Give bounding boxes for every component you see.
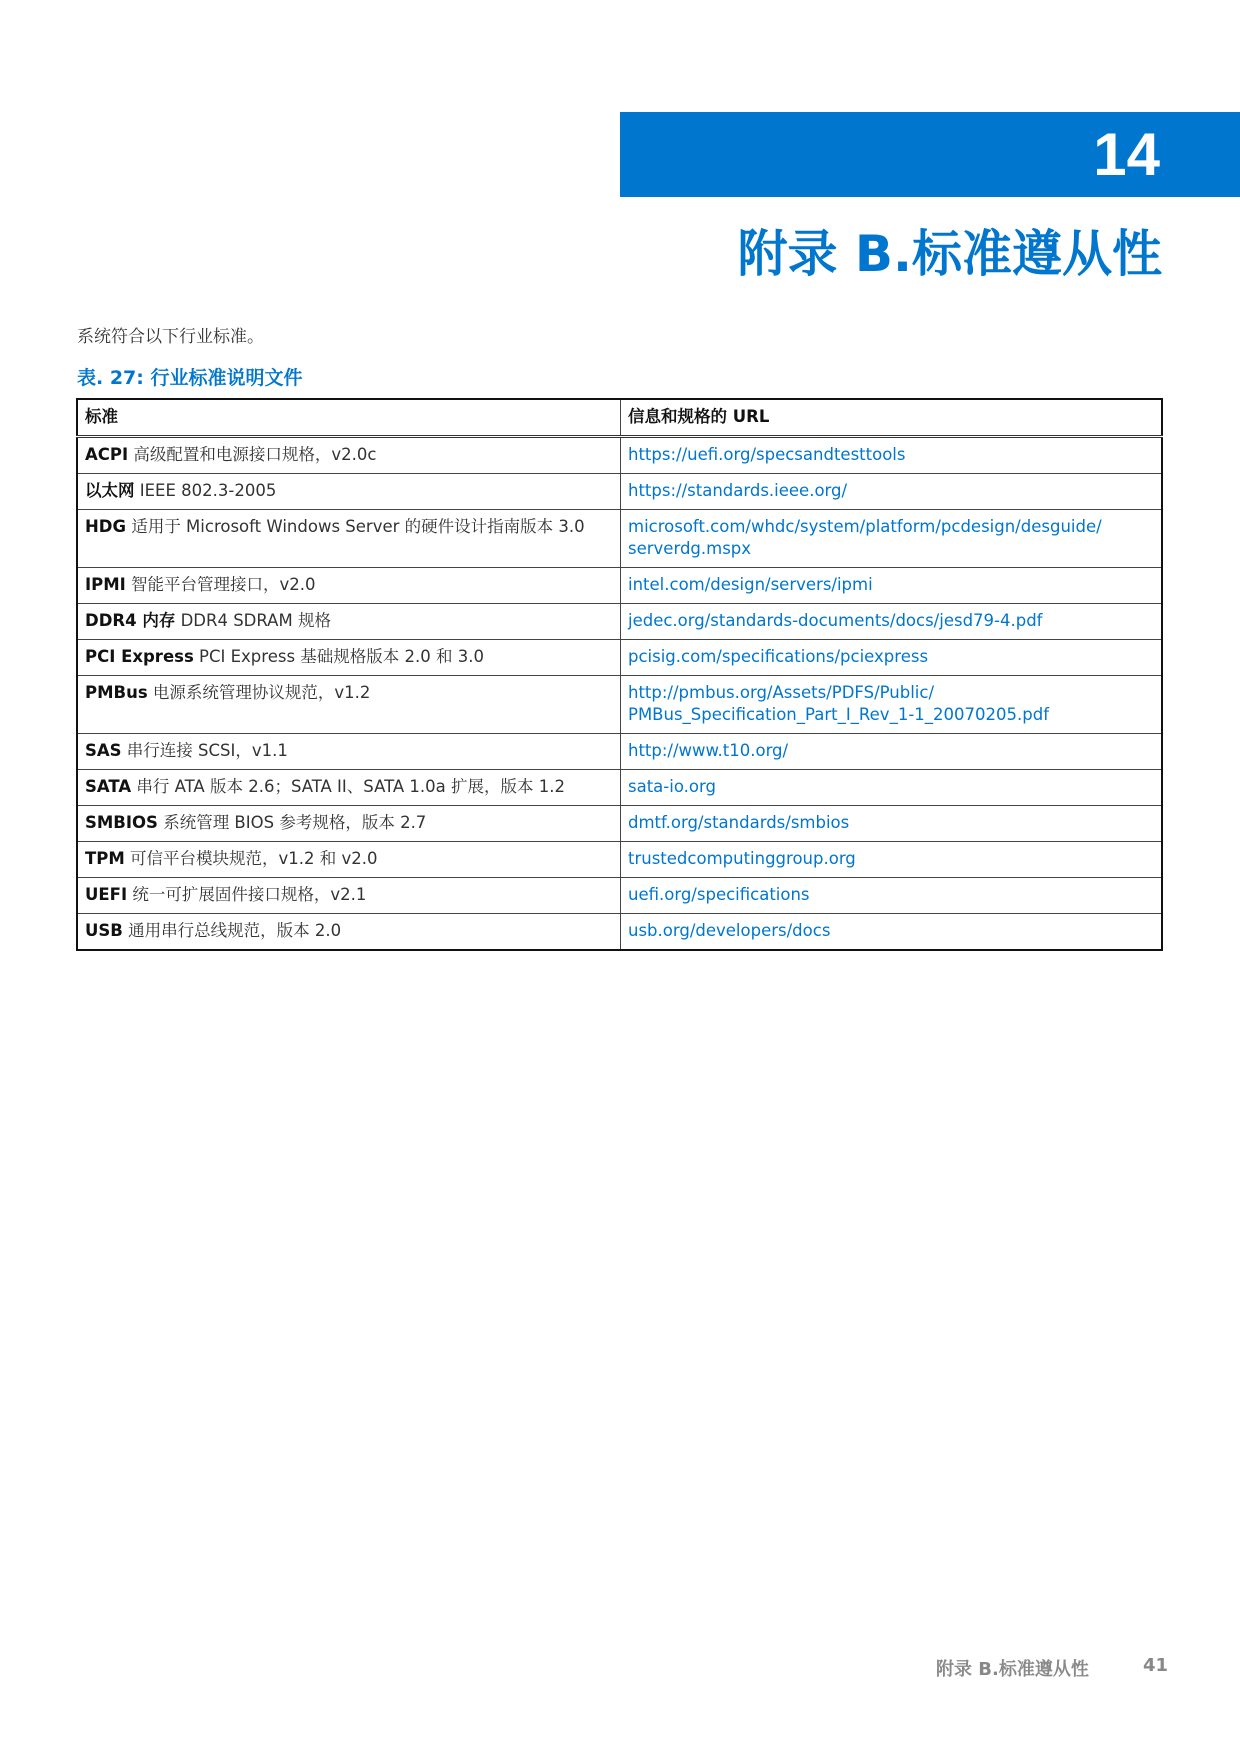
table-row [77, 676, 1162, 734]
intro-text: 系统符合以下行业标准。 [77, 327, 264, 347]
page-number: 41 [1143, 1655, 1169, 1676]
standard-abbr: SMBIOS [85, 813, 158, 832]
standard-description: 通用串行总线规范，版本 2.0 [128, 921, 342, 940]
standard-cell [77, 770, 621, 806]
table-row [77, 734, 1162, 770]
table-row [77, 842, 1162, 878]
table-row [77, 568, 1162, 604]
url-cell [621, 806, 1163, 842]
standard-url-link[interactable]: sata-io.org [628, 777, 716, 796]
standard-cell [77, 640, 621, 676]
table-caption: 表. 27: 行业标准说明文件 [77, 367, 303, 389]
standard-description: 串行 ATA 版本 2.6；SATA II、SATA 1.0a 扩展，版本 1.2 [136, 777, 565, 796]
standard-cell [77, 510, 621, 568]
table-row [77, 878, 1162, 914]
url-cell [621, 474, 1163, 510]
standard-description: PCI Express 基础规格版本 2.0 和 3.0 [199, 647, 485, 666]
table-row [77, 914, 1162, 951]
standard-url-link[interactable]: intel.com/design/servers/ipmi [628, 575, 873, 594]
table-row [77, 806, 1162, 842]
standard-url-link[interactable]: jedec.org/standards-documents/docs/jesd79-4.pdf [628, 611, 1043, 630]
url-cell [621, 640, 1163, 676]
standard-abbr: SAS [85, 741, 122, 760]
standard-cell [77, 568, 621, 604]
standard-url-link[interactable]: usb.org/developers/docs [628, 921, 831, 940]
chapter-title: 附录 B.标准遵从性 [737, 225, 1162, 283]
standard-url-link[interactable]: uefi.org/specifications [628, 885, 810, 904]
header-url: 信息和规格的 URL [621, 399, 1163, 437]
standard-cell [77, 842, 621, 878]
table-row [77, 770, 1162, 806]
standards-table [76, 398, 1163, 951]
standard-description: 电源系统管理协议规范，v1.2 [152, 683, 371, 702]
header-standard: 标准 [77, 399, 621, 437]
standard-url-link[interactable]: pcisig.com/specifications/pciexpress [628, 647, 929, 666]
standard-url-link[interactable]: PMBus_Specification_Part_I_Rev_1-1_20070205.pdf [628, 705, 1050, 724]
url-cell [621, 770, 1163, 806]
chapter-number: 14 [1093, 121, 1160, 188]
standard-abbr: USB [85, 921, 123, 940]
standard-description: 高级配置和电源接口规格，v2.0c [133, 445, 377, 464]
standard-abbr: DDR4 内存 [85, 611, 176, 630]
standard-cell [77, 676, 621, 734]
standard-description: 系统管理 BIOS 参考规格，版本 2.7 [163, 813, 427, 832]
standard-description: DDR4 SDRAM 规格 [180, 611, 331, 630]
url-cell [621, 842, 1163, 878]
url-cell [621, 734, 1163, 770]
standard-url-link[interactable]: microsoft.com/whdc/system/platform/pcdesign/desguide/ [628, 517, 1102, 536]
standard-abbr: IPMI [85, 575, 126, 594]
standard-description: IEEE 802.3-2005 [139, 481, 277, 500]
standard-cell [77, 914, 621, 951]
standard-cell [77, 437, 621, 474]
url-cell [621, 878, 1163, 914]
standard-cell [77, 474, 621, 510]
standard-abbr: ACPI [85, 445, 129, 464]
standard-cell [77, 734, 621, 770]
table-header-row [77, 399, 1162, 437]
table-row [77, 510, 1162, 568]
standard-description: 串行连接 SCSI，v1.1 [126, 741, 288, 760]
standard-cell [77, 604, 621, 640]
standard-abbr: HDG [85, 517, 127, 536]
standard-description: 智能平台管理接口，v2.0 [131, 575, 316, 594]
chapter-number-banner [620, 112, 1240, 197]
url-cell [621, 914, 1163, 951]
standard-abbr: PMBus [85, 683, 148, 702]
footer-section-title: 附录 B.标准遵从性 [936, 1659, 1089, 1680]
standard-abbr: TPM [85, 849, 125, 868]
standard-url-link[interactable]: https://standards.ieee.org/ [628, 481, 848, 500]
url-cell [621, 676, 1163, 734]
standard-url-link[interactable]: http://pmbus.org/Assets/PDFS/Public/ [628, 683, 935, 702]
table-row [77, 640, 1162, 676]
standard-url-link[interactable]: trustedcomputinggroup.org [628, 849, 856, 868]
standard-cell [77, 806, 621, 842]
standard-url-link[interactable]: dmtf.org/standards/smbios [628, 813, 850, 832]
standard-description: 适用于 Microsoft Windows Server 的硬件设计指南版本 3.0 [131, 517, 585, 536]
standard-url-link[interactable]: http://www.t10.org/ [628, 741, 789, 760]
url-cell [621, 437, 1163, 474]
table-row [77, 474, 1162, 510]
standard-description: 统一可扩展固件接口规格，v2.1 [132, 885, 367, 904]
standard-abbr: SATA [85, 777, 132, 796]
standard-abbr: 以太网 [85, 481, 135, 500]
url-cell [621, 510, 1163, 568]
standard-url-link[interactable]: https://uefi.org/specsandtesttools [628, 445, 906, 464]
url-cell [621, 568, 1163, 604]
standard-abbr: UEFI [85, 885, 128, 904]
standard-abbr: PCI Express [85, 647, 194, 666]
standard-description: 可信平台模块规范，v1.2 和 v2.0 [130, 849, 378, 868]
table-row [77, 604, 1162, 640]
url-cell [621, 604, 1163, 640]
standard-cell [77, 878, 621, 914]
standard-url-link[interactable]: serverdg.mspx [628, 539, 752, 558]
table-row [77, 437, 1162, 474]
